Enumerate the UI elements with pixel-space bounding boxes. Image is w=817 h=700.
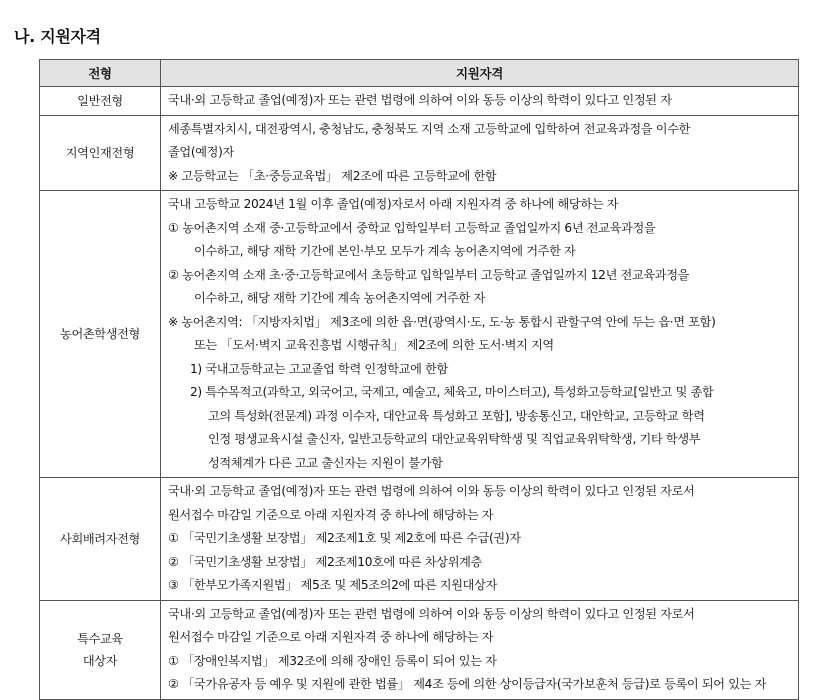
eligibility-line: ※ 농어촌지역: 「지방자치법」 제3조에 의한 읍·면(광역시·도, 도·농 통합시 관할구역 안에 두는 읍·면 포함) <box>168 314 716 329</box>
eligibility-line: ③ 「한부모가족지원법」 제5조 및 제5조의2에 따른 지원대상자 <box>168 578 497 592</box>
eligibility-cell <box>161 191 799 478</box>
eligibility-cell <box>161 600 799 699</box>
table-row <box>40 478 799 601</box>
admission-type-cell <box>40 115 161 191</box>
admission-type-label: 사회배려자전형 <box>60 531 140 546</box>
eligibility-line: 2) 특수목적고(과학고, 외국어고, 국제고, 예술고, 체육고, 마이스터고), 특성화고등학교[일반고 및 종합 <box>190 385 714 399</box>
eligibility-line: ① 농어촌지역 소재 중·고등학교에서 중학교 입학일부터 고등학교 졸업일까지 6년 전교육과정을 <box>168 220 656 235</box>
eligibility-line: 이수하고, 해당 재학 기간에 계속 농어촌지역에 거주한 자 <box>194 291 485 305</box>
eligibility-line: 인정 평생교육시설 출신자, 일반고등학교의 대안교육위탁학생 및 직업교육위탁학생, 기타 학생부 <box>208 432 701 446</box>
admission-type-label: 농어촌학생전형 <box>60 327 140 341</box>
eligibility-line: 원서접수 마감일 기준으로 아래 지원자격 중 하나에 해당하는 자 <box>168 630 494 644</box>
eligibility-line: 또는 「도서·벽지 교육진흥법 시행규칙」 제2조에 의한 도서·벽지 지역 <box>194 338 554 352</box>
eligibility-cell <box>161 87 799 116</box>
eligibility-line: 국내 고등학교 2024년 1월 이후 졸업(예정)자로서 아래 지원자격 중 하나에 해당하는 자 <box>168 197 619 211</box>
eligibility-line: 세종특별자치시, 대전광역시, 충청남도, 충청북도 지역 소재 고등학교에 입학하여 전교육과정을 이수한 <box>168 121 691 136</box>
admission-type-cell <box>40 600 161 699</box>
eligibility-line: 고의 특성화(전문계) 과정 이수자, 대안교육 특성화고 포함], 방송통신고, 대안학교, 고등학교 학력 <box>208 408 705 423</box>
table-row <box>40 87 799 116</box>
admission-type-cell <box>40 87 161 116</box>
eligibility-line: ② 「국가유공자 등 예우 및 지원에 관한 법률」 제4조 등에 의한 상이등급자(국가보훈처 등급)로 등록이 되어 있는 자 <box>168 677 767 691</box>
eligibility-line: 국내·외 고등학교 졸업(예정)자 또는 관련 법령에 의하여 이와 동등 이상의 학력이 있다고 인정된 자로서 <box>168 484 695 498</box>
eligibility-line: 성적체계가 다른 고교 출신자는 지원이 불가함 <box>208 455 443 470</box>
eligibility-line: 졸업(예정)자 <box>168 145 234 159</box>
eligibility-cell <box>161 115 799 191</box>
eligibility-line: 국내·외 고등학교 졸업(예정)자 또는 관련 법령에 의하여 이와 동등 이상의 학력이 있다고 인정된 자 <box>168 93 672 107</box>
eligibility-cell <box>161 478 799 601</box>
admission-type-cell <box>40 191 161 478</box>
eligibility-line: 1) 국내고등학교는 고교졸업 학력 인정학교에 한함 <box>190 361 448 376</box>
admission-type-label: 지역인재전형 <box>65 145 135 160</box>
admission-type-cell <box>40 478 161 601</box>
eligibility-table <box>39 59 799 700</box>
admission-type-label: 특수교육 <box>77 631 123 646</box>
eligibility-line: ※ 고등학교는 「초·중등교육법」 제2조에 따른 고등학교에 한함 <box>168 168 497 183</box>
admission-type-label: 대상자 <box>82 653 118 668</box>
table-row <box>40 115 799 191</box>
eligibility-line: 국내·외 고등학교 졸업(예정)자 또는 관련 법령에 의하여 이와 동등 이상의 학력이 있다고 인정된 자로서 <box>168 606 695 621</box>
admission-type-label: 일반전형 <box>77 93 123 108</box>
eligibility-line: ① 「장애인복지법」 제32조에 의해 장애인 등록이 되어 있는 자 <box>168 653 497 668</box>
table-header-row <box>40 60 799 87</box>
eligibility-line: 원서접수 마감일 기준으로 아래 지원자격 중 하나에 해당하는 자 <box>168 507 494 522</box>
column-header-type: 전형 <box>40 60 161 87</box>
eligibility-line: ② 「국민기초생활 보장법」 제2조제10호에 따른 차상위계층 <box>168 554 482 569</box>
eligibility-line: ② 농어촌지역 소재 초·중·고등학교에서 초등학교 입학일부터 고등학교 졸업일까지 12년 전교육과정을 <box>168 267 690 282</box>
table-row <box>40 600 799 699</box>
section-title: 나. 지원자격 <box>14 27 101 46</box>
eligibility-line: ① 「국민기초생활 보장법」 제2조제1호 및 제2호에 따른 수급(권)자 <box>168 531 521 545</box>
table-row <box>40 191 799 478</box>
eligibility-line: 이수하고, 해당 재학 기간에 본인·부모 모두가 계속 농어촌지역에 거주한 자 <box>194 244 576 258</box>
column-header-eligibility: 지원자격 <box>161 60 799 87</box>
